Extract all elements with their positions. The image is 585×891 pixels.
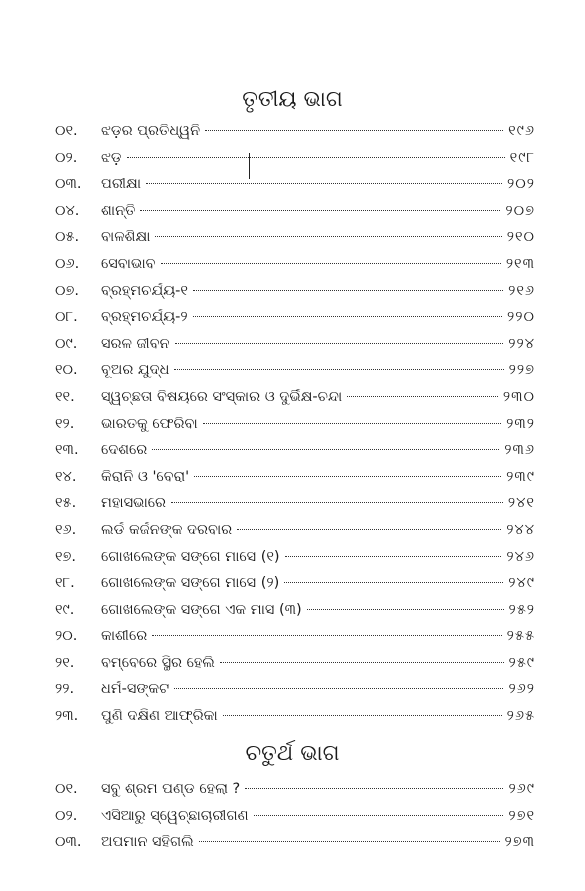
entry-title: ଧର୍ମ-ସଙ୍କଟ [101,681,170,698]
section-title-3: ତୃତୀୟ ଭାଗ [242,87,343,112]
entry-page-number: ୨୭୩ [504,834,535,851]
entry-page-number: ୨୧୬ [508,282,535,299]
entry-page-number: ୨୩୯ [506,468,535,485]
entry-number: ୧୯. [55,601,75,618]
dot-leader [285,556,502,557]
toc-entry[interactable] [55,834,535,861]
dot-leader [205,130,503,131]
entry-number: ୨୩. [55,708,79,725]
entry-title: ଗୋଖଲେଙ୍କ ସଙ୍ଗେ ଏକ ମାସ (୩) [101,601,302,618]
dot-leader [237,529,501,530]
entry-number: ୧୭. [55,548,77,565]
entry-title: ଦେଶରେ [101,442,148,459]
dot-leader [194,476,501,477]
entry-page-number: ୨୨୦ [507,309,535,326]
entry-title: ଲର୍ଡ କର୍ଜନଙ୍କ ଦରବାର [101,521,233,538]
dot-leader [152,635,501,636]
entry-title: ବ୍ରହ୍ମଚର୍ଯ୍ୟ-୨ [101,309,188,326]
entry-title: ବ୍ରହ୍ମଚର୍ଯ୍ୟ-୧ [101,282,188,299]
entry-title: ପରୀକ୍ଷା [101,176,142,193]
toc-entry[interactable] [55,123,535,150]
entry-page-number: ୧୯୮ [509,149,535,166]
entry-title: କିରାନି ଓ 'ବେରା' [101,468,190,485]
entry-number: ୧୫. [55,495,77,512]
entry-number: ୧୨. [55,415,75,432]
entry-title: ଝଡ଼ [101,149,122,166]
entry-title: ସରଳ ଜୀବନ [101,335,170,352]
toc-entry[interactable] [55,442,535,469]
entry-page-number: ୨୫୯ [508,654,535,671]
dot-leader [307,609,504,610]
entry-title: ଝଡ଼ର ପ୍ରତିଧ୍ୱନି [101,123,201,139]
dot-leader [223,715,502,716]
entry-title: ଏସିଆରୁ ସ୍ୱେଚ୍ଛାଚାରୀଗଣ [101,807,249,824]
entry-page-number: ୨୪୬ [506,548,535,565]
entry-page-number: ୨୪୪ [506,521,535,538]
entry-title: ଗୋଖଲେଙ୍କ ସଙ୍ଗେ ମାସେ (୧) [101,548,280,565]
entry-page-number: ୨୬୯ [508,781,535,797]
entry-page-number: ୨୩୨ [506,415,535,432]
dot-leader [203,423,501,424]
toc-entry[interactable] [55,681,535,708]
entry-number: ୦୪. [55,202,80,219]
entry-page-number: ୨୨୭ [508,362,535,379]
entry-page-number: ୨୭୧ [508,807,535,824]
toc-entry[interactable] [55,495,535,522]
entry-page-number: ୨୩୦ [502,388,535,405]
entry-number: ୨୦. [55,628,78,645]
entry-page-number: ୨୧୩ [505,255,535,272]
entry-title: କାଶୀରେ [101,628,148,645]
entry-page-number: ୨୬୫ [506,708,535,725]
entry-number: ୧୦. [55,362,78,379]
dot-leader [193,316,502,317]
dot-leader [347,396,498,397]
toc-entry[interactable] [55,708,535,735]
entry-title: ବୂଅର ଯୁଦ୍ଧ [101,362,170,379]
entry-number: ୦୯. [55,335,78,352]
toc-entry[interactable] [55,150,535,177]
dot-leader [146,183,502,184]
toc-entry[interactable] [55,416,535,443]
toc-entry[interactable] [55,203,535,230]
dot-leader [171,502,503,503]
entry-page-number: ୨୩୬ [504,442,535,459]
entry-page-number: ୨୪୯ [508,575,535,592]
toc-entry[interactable] [55,549,535,576]
entry-page-number: ୨୨୪ [508,335,535,352]
toc-list-3 [55,123,535,735]
dot-leader [174,369,503,370]
entry-page-number: ୨୦୭ [505,202,535,219]
dot-leader [254,815,504,816]
entry-title: ମହାସଭାରେ [101,495,167,512]
entry-title: ପୁଣି ଦକ୍ଷିଣ ଆଫ୍ରିକା [101,708,218,725]
toc-entry[interactable] [55,469,535,496]
dot-leader [140,210,500,211]
entry-number: ୦୨. [55,807,78,824]
toc-entry[interactable] [55,229,535,256]
section-title-4: ଚତୁର୍ଥ ଭାଗ [245,741,340,766]
entry-title: ବମ୍ବେରେ ସ୍ଥିର ହେଲି [101,654,215,671]
toc-entry[interactable] [55,256,535,283]
toc-entry[interactable] [55,309,535,336]
dot-leader [175,343,504,344]
entry-number: ୧୪. [55,468,77,485]
dot-leader [220,662,504,663]
toc-entry[interactable] [55,808,535,835]
toc-entry[interactable] [55,362,535,389]
entry-page-number: ୨୫୫ [506,628,535,645]
dot-leader [193,290,503,291]
entry-title: ଅପମାନ ସହିଗଲି [101,834,194,851]
dot-leader [174,688,503,689]
entry-number: ୦୭. [55,282,79,299]
dot-leader [152,449,499,450]
entry-number: ୧୩. [55,442,79,459]
entry-page-number: ୨୪୧ [507,495,535,512]
entry-page-number: ୨୬୨ [508,681,535,698]
toc-entry[interactable] [55,602,535,629]
entry-page-number: ୨୧୦ [506,229,535,246]
toc-entry[interactable] [55,336,535,363]
dot-leader [127,157,505,158]
entry-number: ୨୧. [55,654,75,671]
entry-title: ଗୋଖଲେଙ୍କ ସଙ୍ଗେ ମାସେ (୨) [101,575,280,592]
dot-leader [199,841,500,842]
text-cursor-mark [249,153,250,179]
entry-page-number: ୨୦୨ [507,176,535,193]
entry-number: ୦୧. [55,781,78,797]
toc-entry[interactable] [55,522,535,549]
entry-number: ୧୮. [55,575,75,592]
toc-entry[interactable] [55,575,535,602]
entry-number: ୨୨. [55,681,75,698]
toc-entry[interactable] [55,176,535,203]
entry-page-number: ୧୯୬ [508,123,535,139]
entry-number: ୦୨. [55,149,78,166]
toc-entry[interactable] [55,628,535,655]
entry-title: ଶାନ୍ତି [101,202,136,219]
toc-entry[interactable] [55,283,535,310]
entry-number: ୧୧. [55,388,75,405]
entry-number: ୦୩. [55,834,82,851]
dot-leader [284,582,503,583]
entry-title: ସ୍ୱଚ୍ଛତା ବିଷୟରେ ସଂସ୍କାର ଓ ଦୁର୍ଭିକ୍ଷ-ଚନ୍ଦା [101,388,343,405]
entry-page-number: ୨୫୨ [508,601,535,618]
entry-number: ୦୫. [55,229,80,246]
entry-title: ଭାରତକୁ ଫେରିବା [101,415,198,432]
dot-leader [161,263,501,264]
entry-title: ସେବାଭାବ [101,255,156,272]
entry-number: ୦୮. [55,309,78,326]
toc-entry[interactable] [55,781,535,808]
entry-title: ବାଳଶିକ୍ଷା [101,229,151,246]
entry-number: ୦୩. [55,176,82,193]
entry-number: ୦୬. [55,255,80,272]
dot-leader [245,788,503,789]
entry-title: ସବୁ ଶ୍ରମ ପଣ୍ଡ ହେଲା ? [101,781,241,797]
toc-list-4 [55,781,535,861]
toc-entry[interactable] [55,389,535,416]
entry-number: ୧୬. [55,521,77,538]
entry-number: ୦୧. [55,123,78,139]
toc-entry[interactable] [55,655,535,682]
dot-leader [155,236,501,237]
